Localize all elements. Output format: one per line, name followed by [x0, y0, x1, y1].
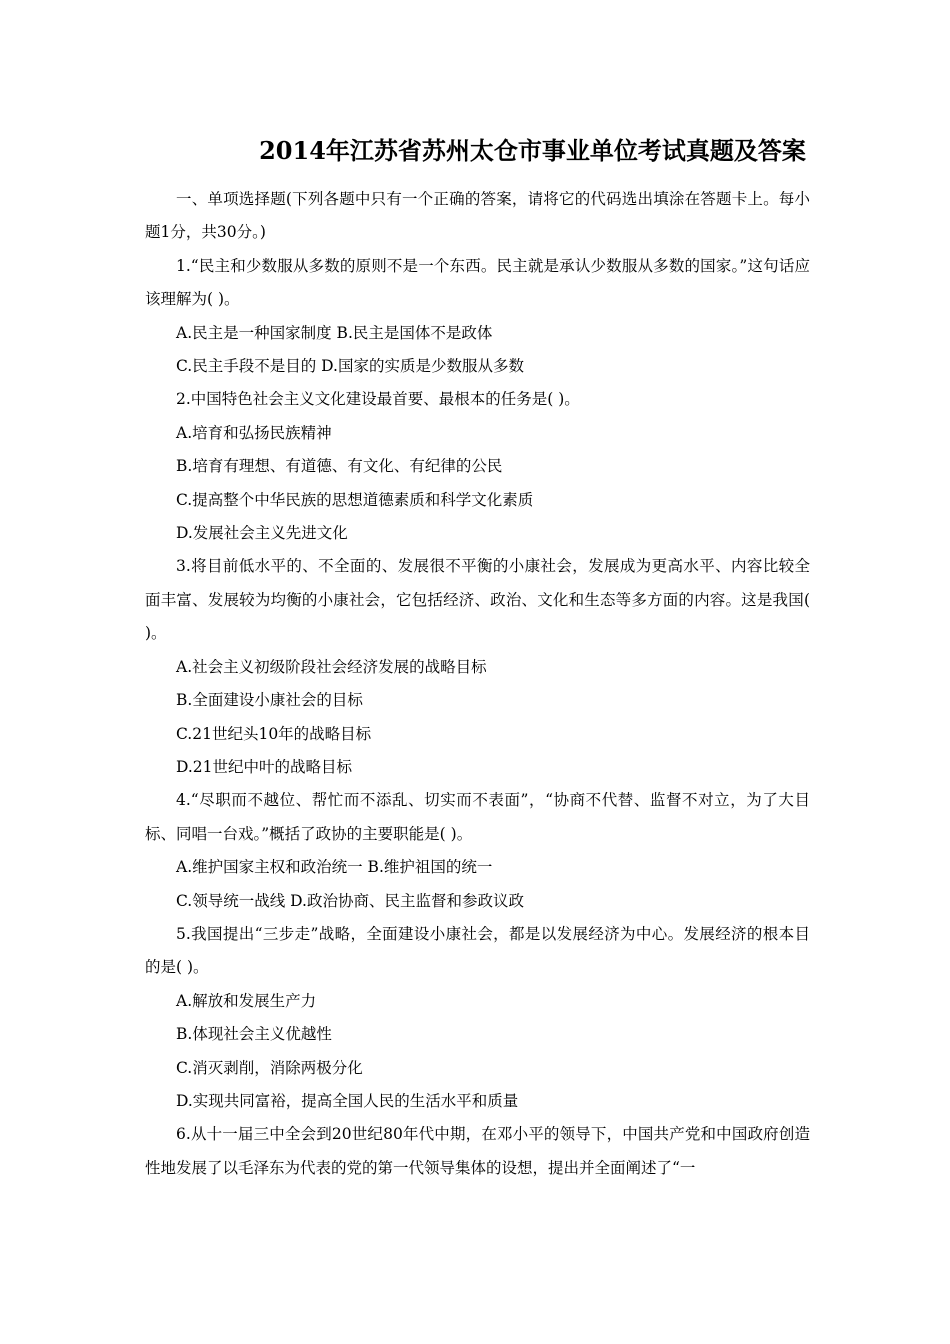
question-2-option-b: B.培育有理想、有道德、有文化、有纪律的公民 [176, 457, 503, 476]
question-6: 6.从十一届三中全会到20世纪80年代中期，在邓小平的领导下，中国共产党和中国政府创造性地发展了以毛泽东为代表的党的第一代领导集体的设想，提出并全面阐述了“一 [145, 1125, 810, 1177]
question-2-option-a: A.培育和弘扬民族精神 [176, 423, 332, 442]
question-4: 4.“尽职而不越位、帮忙而不添乱、切实而不表面”，“协商不代替、监督不对立，为了大目标、同唱一台戏。”概括了政协的主要职能是( )。 [145, 791, 810, 843]
question-1-options-ab: A.民主是一种国家制度 B.民主是国体不是政体 [176, 323, 493, 342]
question-5: 5.我国提出“三步走”战略，全面建设小康社会，都是以发展经济为中心。发展经济的根本目的是( )。 [145, 924, 810, 977]
question-5-option-a: A.解放和发展生产力 [176, 991, 317, 1010]
question-3-option-a: A.社会主义初级阶段社会经济发展的战略目标 [176, 657, 487, 676]
question-4-options-ab: A.维护国家主权和政治统一 B.维护祖国的统一 [176, 858, 493, 877]
question-5-option-b: B.体现社会主义优越性 [176, 1025, 332, 1044]
question-4-options-cd: C.领导统一战线 D.政治协商、民主监督和参政议政 [176, 891, 524, 910]
question-3: 3.将目前低水平的、不全面的、发展很不平衡的小康社会，发展成为更高水平、内容比较全面丰富、发展较为均衡的小康社会，它包括经济、政治、文化和生态等多方面的内容。这是我国( )。 [145, 557, 810, 643]
question-2: 2.中国特色社会主义文化建设最首要、最根本的任务是( )。 [176, 390, 580, 409]
question-1-options-cd: C.民主手段不是目的 D.国家的实质是少数服从多数 [176, 357, 524, 376]
question-5-option-d: D.实现共同富裕，提高全国人民的生活水平和质量 [176, 1091, 519, 1110]
question-2-option-c: C.提高整个中华民族的思想道德素质和科学文化素质 [176, 490, 534, 509]
question-5-option-c: C.消灭剥削，消除两极分化 [176, 1058, 363, 1077]
question-3-option-d: D.21世纪中叶的战略目标 [176, 757, 353, 776]
question-1: 1.“民主和少数服从多数的原则不是一个东西。民主就是承认少数服从多数的国家。”这句话应该理解为( )。 [145, 256, 810, 309]
question-3-option-c: C.21世纪头10年的战略目标 [176, 724, 372, 743]
document-body [145, 183, 810, 1185]
question-2-option-d: D.发展社会主义先进文化 [176, 524, 348, 543]
document-title: 2014年江苏省苏州太仓市事业单位考试真题及答案 [259, 136, 806, 165]
section-heading: 一、单项选择题(下列各题中只有一个正确的答案，请将它的代码选出填涂在答题卡上。每小题1分，共30分。) [145, 190, 810, 242]
question-3-option-b: B.全面建设小康社会的目标 [176, 691, 363, 710]
